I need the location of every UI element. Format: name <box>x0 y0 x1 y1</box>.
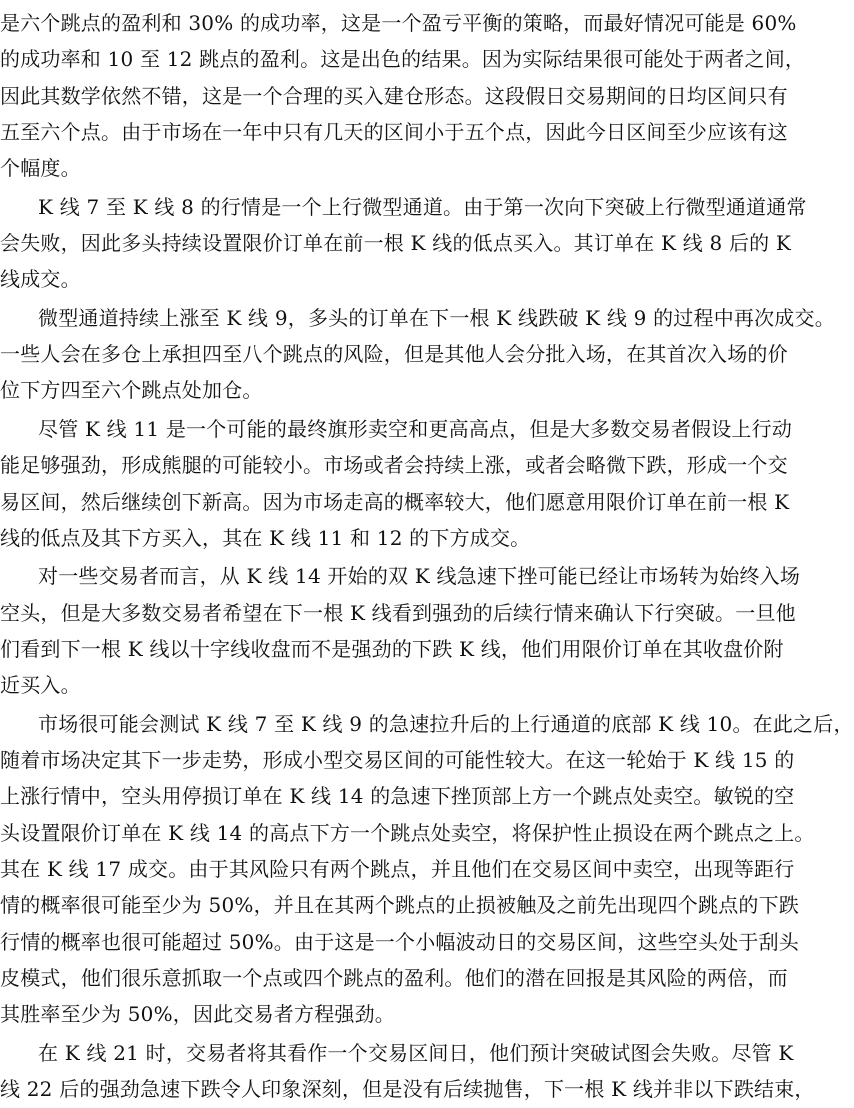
text-line: 皮模式，他们很乐意抓取一个点或四个跳点的盈利。他们的潜在回报是其风险的两倍，而 <box>0 965 788 990</box>
text-line: 因此其数学依然不错，这是一个合理的买入建仓形态。这段假日交易期间的日均区间只有 <box>0 83 788 108</box>
text-line: 位下方四至六个跳点处加仓。 <box>0 378 263 403</box>
text-line: 其在 K 线 17 成交。由于其风险只有两个跳点，并且他们在交易区间中卖空，出现等距行 <box>0 856 795 881</box>
text-line: 线成交。 <box>0 267 81 292</box>
text-line: 其胜率至少为 50%，因此交易者方程强劲。 <box>0 1002 396 1027</box>
text-line: 是六个跳点的盈利和 30% 的成功率，这是一个盈亏平衡的策略，而最好情况可能是 60% <box>0 11 797 35</box>
text-line: 五至六个点。由于市场在一年中只有几天的区间小于五个点，因此今日区间至少应该有这 <box>0 119 788 144</box>
text-line: 随着市场决定其下一步走势，形成小型交易区间的可能性较大。在这一轮始于 K 线 15 的 <box>0 748 795 772</box>
text-line: 头设置限价订单在 K 线 14 的高点下方一个跳点处卖空，将保护性止损设在两个跳点之上。 <box>0 820 815 845</box>
text-line: 线的低点及其下方买入，其在 K 线 11 和 12 的下方成交。 <box>0 525 531 550</box>
text-line: 一些人会在多仓上承担四至八个跳点的风险，但是其他人会分批入场，在其首次入场的价 <box>0 342 788 367</box>
text-line: 能足够强劲，形成熊腿的可能较小。市场或者会持续上涨，或者会略微下跌，形成一个交 <box>0 453 788 478</box>
text-line: 对一些交易者而言，从 K 线 14 开始的双 K 线急速下挫可能已经让市场转为始终入场 <box>38 564 801 589</box>
text-line: 在 K 线 21 时，交易者将其看作一个交易区间日，他们预计突破试图会失败。尽管 K <box>38 1040 794 1065</box>
text-line: K 线 7 至 K 线 8 的行情是一个上行微型通道。由于第一次向下突破上行微型通道通常 <box>38 194 807 219</box>
text-line: 易区间，然后继续创下新高。因为市场走高的概率较大，他们愿意用限价订单在前一根 K <box>0 489 790 514</box>
text-line: 市场很可能会测试 K 线 7 至 K 线 9 的急速拉升后的上行通道的底部 K 线 10。在此之后， <box>38 711 854 736</box>
text-line: 们看到下一根 K 线以十字线收盘而不是强劲的下跌 K 线，他们用限价订单在其收盘价附 <box>0 636 784 661</box>
text-line: 会失败，因此多头持续设置限价订单在前一根 K 线的低点买入。其订单在 K 线 8 后的 K <box>0 231 792 255</box>
text-line: 上涨行情中，空头用停损订单在 K 线 14 的急速下挫顶部上方一个跳点处卖空。敏锐的空 <box>0 784 795 809</box>
text-line: 线 22 后的强劲急速下跌令人印象深刻，但是没有后续抛售，下一根 K 线并非以下跌结束， <box>0 1076 815 1101</box>
text-line: 近买入。 <box>0 673 81 698</box>
text-line: 行情的概率也很可能超过 50%。由于这是一个小幅波动日的交易区间，这些空头处于刮头 <box>0 929 800 954</box>
text-line: 尽管 K 线 11 是一个可能的最终旗形卖空和更高高点，但是大多数交易者假设上行动 <box>38 416 793 441</box>
text-line: 个幅度。 <box>0 156 81 181</box>
text-line: 情的概率很可能至少为 50%，并且在其两个跳点的止损被触及之前先出现四个跳点的下跌 <box>0 893 800 918</box>
text-line: 的成功率和 10 至 12 跳点的盈利。这是出色的结果。因为实际结果很可能处于两者之间， <box>0 47 806 72</box>
text-line: 空头，但是大多数交易者希望在下一根 K 线看到强劲的后续行情来确认下行突破。一旦他 <box>0 600 796 625</box>
text-line: 微型通道持续上涨至 K 线 9，多头的订单在下一根 K 线跌破 K 线 9 的过程中再次成交。 <box>38 305 835 330</box>
